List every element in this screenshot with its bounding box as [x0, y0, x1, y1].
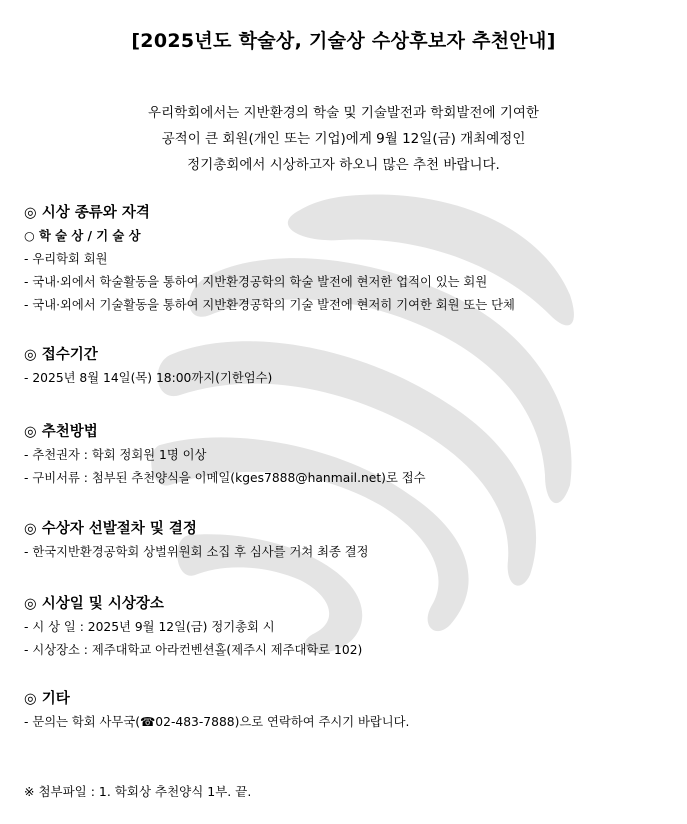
section-award-types: [24, 201, 674, 317]
section-line: - 한국지반환경공학회 상벌위원회 소집 후 심사를 거쳐 최종 결정: [24, 545, 369, 559]
intro-line: 우리학회에서는 지반환경의 학술 및 기술발전과 학회발전에 기여한: [148, 105, 539, 121]
section-line: - 문의는 학회 사무국(☎02-483-7888)으로 연락하여 주시기 바랍니다.: [24, 715, 410, 729]
section-submission-period: [24, 343, 674, 390]
page-title: [2025년도 학술상, 기술상 수상후보자 추천안내]: [131, 30, 556, 52]
section-selection-process: [24, 517, 674, 564]
section-ceremony-date-place: [24, 592, 674, 662]
attachment-note: ※ 첨부파일 : 1. 학회상 추천양식 1부. 끝.: [24, 784, 252, 799]
section-heading: ◎ 추천방법: [24, 424, 98, 440]
section-line: - 2025년 8월 14일(목) 18:00까지(기한엄수): [24, 371, 273, 385]
section-heading: ◎ 기타: [24, 691, 70, 707]
section-heading: ◎ 수상자 선발절차 및 결정: [24, 521, 197, 537]
section-other: [24, 687, 674, 734]
section-line: - 추천권자 : 학회 정회원 1명 이상: [24, 448, 207, 462]
section-line: - 국내·외에서 기술활동을 통하여 지반환경공학의 기술 발전에 현저히 기여한 회원 또는 단체: [24, 298, 515, 312]
section-heading: ◎ 시상 종류와 자격: [24, 205, 150, 221]
intro-line: 정기총회에서 시상하고자 하오니 많은 추천 바랍니다.: [187, 157, 500, 173]
intro-paragraph: [0, 100, 687, 178]
section-line: ○ 학 술 상 / 기 술 상: [24, 229, 141, 243]
section-heading: ◎ 시상일 및 시상장소: [24, 596, 164, 612]
section-line: - 우리학회 회원: [24, 252, 108, 266]
section-nomination-method: [24, 420, 674, 490]
section-line: - 시상장소 : 제주대학교 아라컨벤션홀(제주시 제주대학로 102): [24, 643, 363, 657]
intro-line: 공적이 큰 회원(개인 또는 기업)에게 9월 12일(금) 개최예정인: [161, 131, 526, 147]
section-heading: ◎ 접수기간: [24, 347, 98, 363]
section-line: - 시 상 일 : 2025년 9월 12일(금) 정기총회 시: [24, 620, 275, 634]
section-line: - 구비서류 : 첨부된 추천양식을 이메일(kges7888@hanmail.net)로 접수: [24, 471, 426, 485]
section-line: - 국내·외에서 학술활동을 통하여 지반환경공학의 학술 발전에 현저한 업적이 있는 회원: [24, 275, 488, 289]
